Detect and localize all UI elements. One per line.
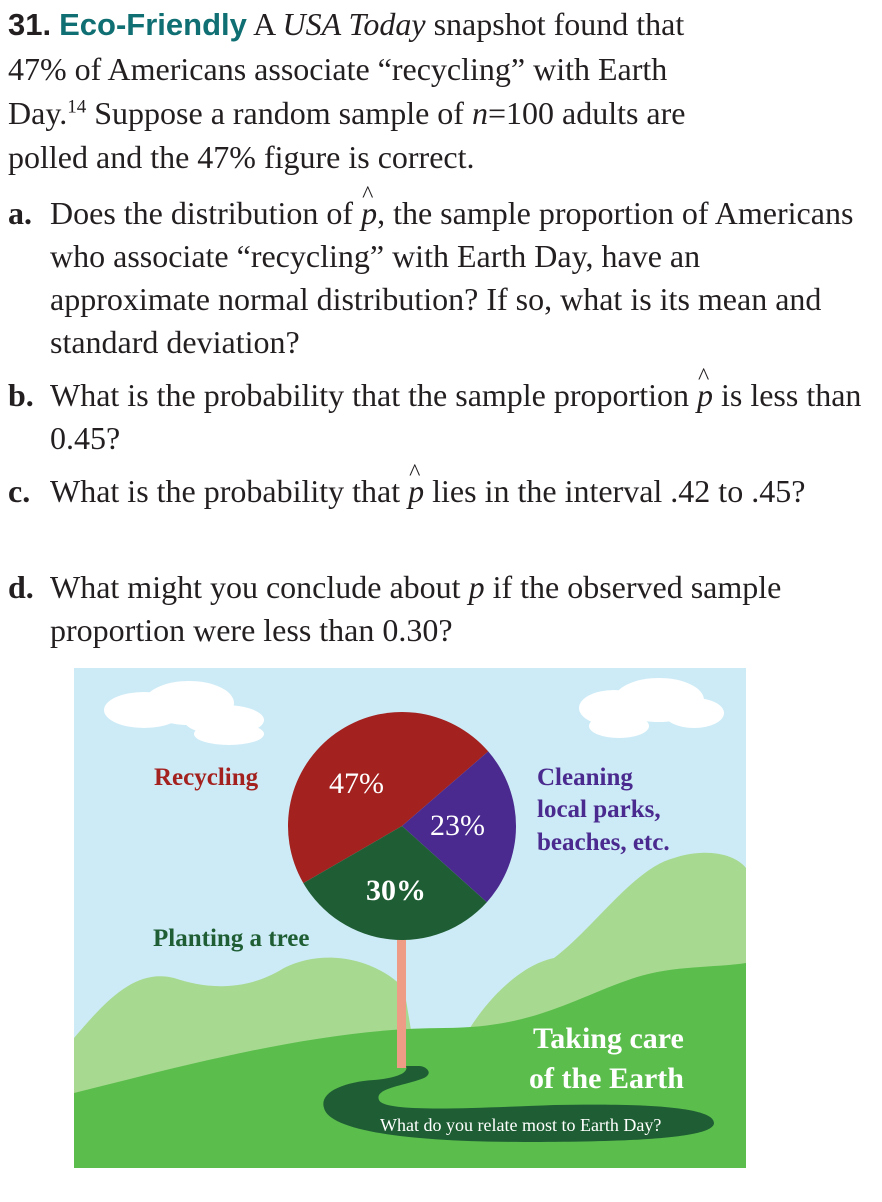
footnote-marker: 14 (67, 96, 87, 118)
label-cleaning-3: beaches, etc. (537, 829, 670, 856)
slice-value-recycling: 47% (329, 767, 384, 800)
label-planting: Planting a tree (153, 925, 310, 952)
label-cleaning-1: Cleaning (537, 764, 633, 791)
part-text-pre: What is the probability that the sample proportion (50, 377, 689, 413)
part-text-pre: What might you conclude about (50, 569, 461, 605)
part-label: a. (8, 195, 32, 231)
source-name: USA Today (282, 6, 426, 42)
part-text-post: lies in the interval .42 to .45? (432, 473, 806, 509)
part-b (8, 374, 868, 460)
n-variable: n (471, 95, 488, 131)
part-d (8, 566, 868, 652)
part-text-post: is less than 0.45? (50, 377, 862, 456)
n-value: =100 adults are (487, 95, 686, 131)
part-label: b. (8, 377, 34, 413)
part-text (8, 192, 868, 364)
intro-text: snapshot found that (433, 6, 685, 42)
chart-title-line-2: of the Earth (529, 1062, 684, 1095)
intro-line-2: 47% of Americans associate “recycling” with Earth (8, 51, 668, 87)
part-label: d. (8, 569, 34, 605)
label-cleaning-2: local parks, (537, 796, 661, 823)
part-c (8, 470, 868, 513)
p-hat-symbol: ^ p (361, 192, 377, 235)
p-hat-symbol: ^ p (408, 470, 424, 513)
chart-caption: What do you relate most to Earth Day? (380, 1115, 662, 1135)
slice-value-planting: 30% (366, 874, 426, 907)
problem-number: 31. (8, 7, 52, 42)
part-text-post: if the observed sample proportion were less than 0.30? (50, 569, 782, 648)
chart-title-line-1: Taking care (533, 1022, 684, 1055)
intro-word: A (253, 6, 275, 42)
part-text-pre: Does the distribution of (50, 195, 354, 231)
p-symbol: p (468, 569, 485, 605)
part-text (8, 566, 868, 652)
part-text-post: , the sample proportion of Americans who associate “recycling” with Earth Day, have an approximate normal distribution? If so, what is its mean and standard deviation? (50, 195, 854, 360)
label-recycling: Recycling (154, 764, 259, 791)
part-label: c. (8, 473, 31, 509)
problem-keyword: Eco-Friendly (59, 7, 247, 42)
p-hat-symbol: ^ p (697, 374, 713, 417)
intro-line-3: Day. (8, 95, 68, 131)
earth-day-snapshot-figure (74, 668, 746, 1168)
part-a (8, 192, 868, 364)
intro-line-3b: Suppose a random sample of (94, 95, 464, 131)
slice-value-cleaning: 23% (430, 809, 485, 842)
part-text (8, 374, 868, 460)
part-text (8, 470, 868, 513)
problem-intro (8, 2, 873, 179)
part-text-pre: What is the probability that (50, 473, 401, 509)
intro-line-4: polled and the 47% figure is correct. (8, 139, 475, 175)
